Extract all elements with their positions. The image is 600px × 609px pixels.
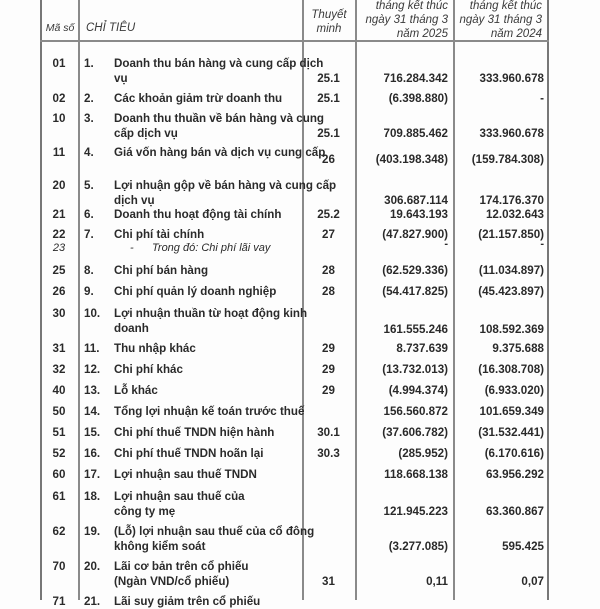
row-value-2024: 101.659.349 <box>479 405 544 418</box>
header-2024-line2: ngày 31 tháng 3 <box>459 14 542 26</box>
row-value-2024: (6.933.020) <box>484 384 544 397</box>
row-note: 29 <box>322 342 335 355</box>
row-label: (Lỗ) lợi nhuận sau thuế của cổ đông không kiểm soát <box>114 525 315 553</box>
row-value-2024: 63.956.292 <box>485 468 544 481</box>
row-number: 19. <box>84 525 101 538</box>
row-label: Các khoản giảm trừ doanh thu <box>114 92 283 105</box>
row-value-2024: 333.960.678 <box>479 127 544 140</box>
row-number: 3. <box>84 112 94 125</box>
row-note: 25.2 <box>317 208 340 221</box>
row-label: Lỗ khác <box>114 384 158 397</box>
row-label: Lợi nhuận gộp về bán hàng và cung cấp dịch vụ <box>114 179 337 207</box>
row-value-2024: 174.176.370 <box>479 194 544 207</box>
header-2024-line1: tháng kết thúc <box>469 0 542 12</box>
row-code: 50 <box>52 405 66 418</box>
row-label: Chi phí quản lý doanh nghiệp <box>114 285 277 298</box>
header-2025-line3: năm 2025 <box>396 28 448 40</box>
row-label: Lãi suy giảm trên cổ phiếu <box>114 595 261 608</box>
row-note: 25.1 <box>317 92 340 105</box>
row-value-2024: (16.308.708) <box>478 363 544 376</box>
row-label: Lợi nhuận sau thuế TNDN <box>114 468 257 481</box>
table-left-border <box>40 0 42 600</box>
row-value-2024: (11.034.897) <box>478 264 544 277</box>
row-value-2025: (4.994.374) <box>388 384 448 397</box>
row-number: 16. <box>84 447 101 460</box>
row-value-2024: (159.784.308) <box>471 153 544 166</box>
row-code: 40 <box>52 384 66 397</box>
row-number: 4. <box>84 146 94 159</box>
row-value-2025: (54.417.825) <box>382 285 448 298</box>
row-value-2024: (31.532.441) <box>478 426 544 439</box>
row-note: 26 <box>322 153 335 166</box>
row-code: 26 <box>52 285 66 298</box>
row-code: 32 <box>52 363 66 376</box>
row-label: Chi phí bán hàng <box>114 264 209 277</box>
row-number: 18. <box>84 490 101 503</box>
row-value-2025: 161.555.246 <box>383 323 448 336</box>
row-value-2025: 306.687.114 <box>384 194 448 207</box>
row-value-2025: (37.606.782) <box>382 426 448 439</box>
row-value-2025: (6.398.880) <box>388 92 448 105</box>
row-code: 51 <box>52 426 66 439</box>
header-item: CHỈ TIÊU <box>86 22 136 34</box>
row-code: 30 <box>52 307 66 320</box>
row-value-2024: 9.375.688 <box>492 342 544 355</box>
row-note: 29 <box>322 384 335 397</box>
row-number: 20. <box>84 560 101 573</box>
header-2025-line2: ngày 31 tháng 3 <box>365 14 448 26</box>
row-value-2025: (13.732.013) <box>382 363 448 376</box>
row-value-2024: 595.425 <box>502 540 544 553</box>
row-note: 25.1 <box>317 72 340 85</box>
row-value-2025: (403.198.348) <box>375 153 448 166</box>
row-code: 11 <box>52 146 66 159</box>
header-code: Mã số <box>45 22 75 34</box>
row-label: Thu nhập khác <box>114 342 196 355</box>
row-code: 61 <box>52 490 66 503</box>
row-value-2024: - <box>540 92 544 105</box>
row-number: 11. <box>84 342 100 355</box>
row-value-2024: 0,07 <box>521 575 544 588</box>
row-value-2024: (21.157.850) <box>478 228 544 241</box>
row-dash: - <box>130 242 134 254</box>
row-value-2025: 121.945.223 <box>383 505 448 518</box>
row-label: Lợi nhuận sau thuế của công ty mẹ <box>114 490 245 518</box>
row-label: Doanh thu hoạt động tài chính <box>114 208 282 221</box>
row-code: 01 <box>52 57 66 70</box>
row-value-2025: 8.737.639 <box>396 342 448 355</box>
row-label: Chi phí thuế TNDN hiện hành <box>114 426 275 439</box>
row-number: 9. <box>84 285 94 298</box>
row-note: 29 <box>322 363 335 376</box>
row-code: 10 <box>52 112 66 125</box>
row-code: 21 <box>52 208 66 221</box>
row-value-2024: - <box>540 238 544 250</box>
row-value-2025: 709.885.462 <box>383 127 448 140</box>
column-divider-code <box>78 0 80 600</box>
row-label: Tổng lợi nhuận kế toán trước thuế <box>114 405 305 418</box>
row-code: 60 <box>52 468 66 481</box>
row-value-2024: (6.170.616) <box>484 447 544 460</box>
row-label: Chi phí thuế TNDN hoãn lại <box>114 447 264 460</box>
row-number: 5. <box>84 179 94 192</box>
row-label: Doanh thu thuần về bán hàng và cung cấp dịch vụ <box>114 112 324 140</box>
row-note: 28 <box>322 285 335 298</box>
row-value-2025: 118.668.138 <box>384 468 448 481</box>
row-number: 17. <box>84 468 101 481</box>
row-note: 31 <box>322 575 335 588</box>
row-note: 30.3 <box>317 447 340 460</box>
row-note: 28 <box>322 264 335 277</box>
header-2025-line1: tháng kết thúc <box>375 0 448 12</box>
table-right-border <box>547 0 549 600</box>
row-value-2025: (285.952) <box>398 447 448 460</box>
row-value-2025: (62.529.336) <box>382 264 448 277</box>
header-2024-line3: năm 2024 <box>490 28 542 40</box>
row-number: 2. <box>84 92 94 105</box>
row-label: Giá vốn hàng bán và dịch vụ cung cấp <box>114 146 326 159</box>
row-note: 25.1 <box>317 127 340 140</box>
row-code: 62 <box>52 525 66 538</box>
row-note: 27 <box>322 228 335 241</box>
row-value-2024: 108.592.369 <box>479 323 544 336</box>
row-label: Chi phí khác <box>114 363 183 376</box>
row-number: 8. <box>84 264 94 277</box>
row-code: 23 <box>52 242 66 254</box>
row-value-2024: 12.032.643 <box>485 208 544 221</box>
row-number: 7. <box>84 228 94 241</box>
row-label: Lợi nhuận thuần từ hoạt động kinh doanh <box>114 307 308 335</box>
row-value-2025: - <box>444 238 448 250</box>
row-note: 30.1 <box>317 426 340 439</box>
row-value-2024: 333.960.678 <box>479 72 544 85</box>
row-code: 22 <box>52 228 66 241</box>
row-number: 21. <box>84 595 101 608</box>
row-value-2025: (47.827.900) <box>382 228 448 241</box>
row-code: 71 <box>52 595 66 608</box>
row-value-2025: (3.277.085) <box>388 540 448 553</box>
row-code: 52 <box>52 447 66 460</box>
row-label: Chi phí tài chính <box>114 228 205 241</box>
row-value-2025: 19.643.193 <box>389 208 448 221</box>
header-note-line2: minh <box>316 23 342 35</box>
header-note-line1: Thuyết <box>311 9 347 21</box>
row-number: 12. <box>84 363 101 376</box>
row-number: 6. <box>84 208 94 221</box>
row-value-2024: 63.360.867 <box>485 505 544 518</box>
row-value-2024: (45.423.897) <box>478 285 544 298</box>
row-value-2025: 0,11 <box>426 575 448 588</box>
row-code: 02 <box>52 92 66 105</box>
row-code: 25 <box>52 264 66 277</box>
row-value-2025: 716.284.342 <box>383 72 448 85</box>
row-label: Doanh thu bán hàng và cung cấp dịch vụ <box>114 57 324 85</box>
row-label: Trong đó: Chi phí lãi vay <box>152 242 271 254</box>
row-code: 70 <box>52 560 66 573</box>
row-code: 20 <box>52 179 66 192</box>
row-code: 31 <box>52 342 66 355</box>
row-number: 10. <box>84 307 101 320</box>
row-number: 14. <box>84 405 101 418</box>
row-number: 15. <box>84 426 101 439</box>
row-number: 1. <box>84 57 94 70</box>
column-divider-item <box>302 0 304 600</box>
row-label: Lãi cơ bản trên cổ phiếu (Ngàn VND/cổ phiếu) <box>114 560 249 588</box>
row-value-2025: 156.560.872 <box>383 405 448 418</box>
row-number: 13. <box>84 384 101 397</box>
